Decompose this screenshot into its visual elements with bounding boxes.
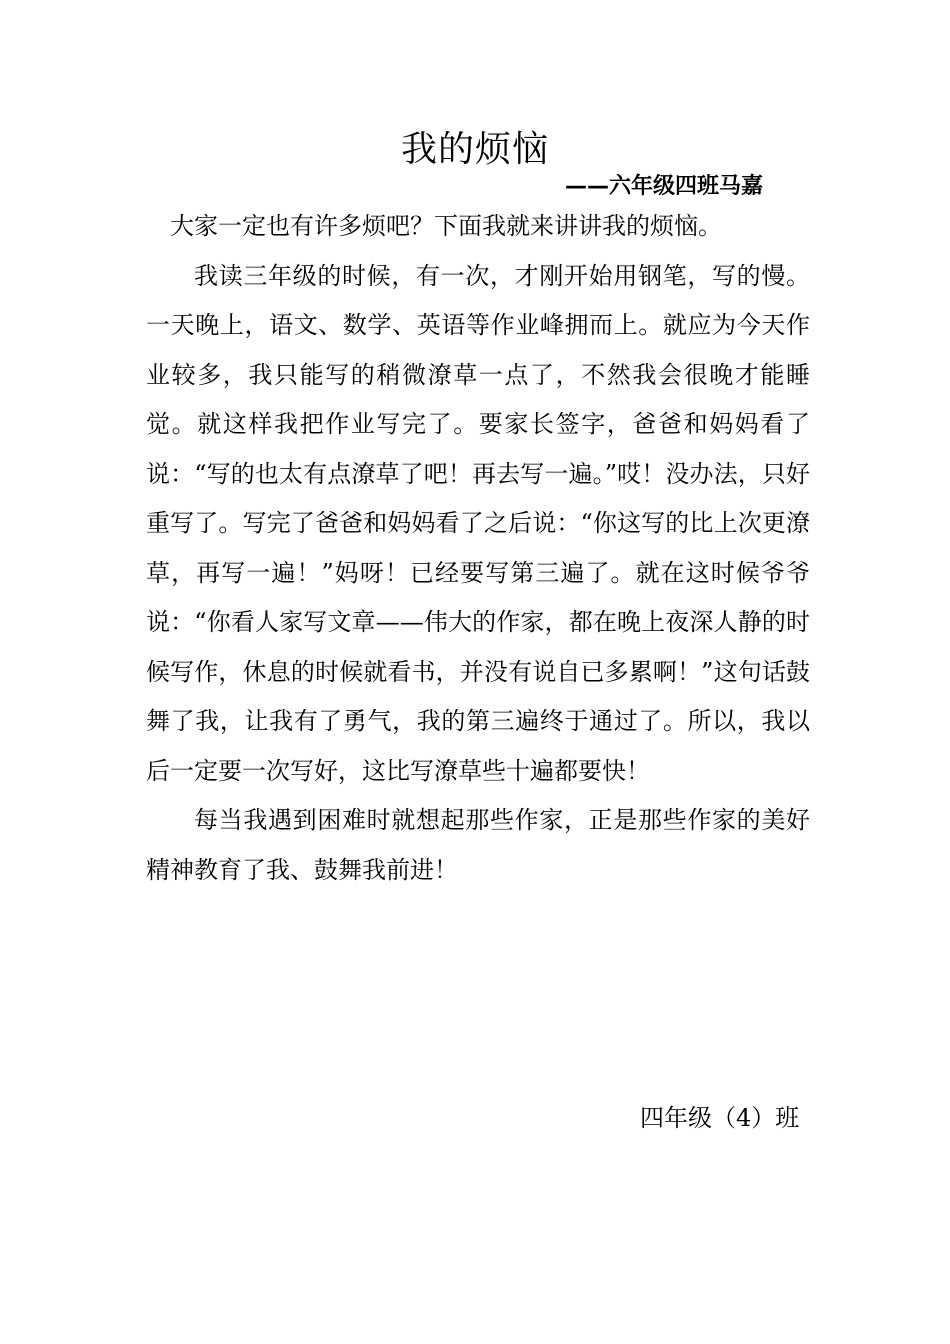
author-byline: ——六年级四班马嘉 xyxy=(565,174,764,199)
paragraph-story: 我读三年级的时候，有一次，才刚开始用钢笔，写的慢。一天晚上，语文、数学、英语等作业峰拥而上。就应为今天作业较多，我只能写的稍微潦草一点了，不然我会很晚才能睡觉。就这样我把作业写完了。要家长签字，爸爸和妈妈看了说：“写的也太有点潦草了吧！再去写一遍。”哎！没办法，只好重写了。写完了爸爸和妈妈看了之后说：“你这写的比上次更潦草，再写一遍！”妈呀！已经要写第三遍了。就在这时候爷爷说：“你看人家写文章——伟大的作家，都在晚上夜深人静的时候写作，休息的时候就看书，并没有说自已多累啊！”这句话鼓舞了我，让我有了勇气，我的第三遍终于通过了。所以，我以后一定要一次写好，这比写潦草些十遍都要快！ xyxy=(146,261,810,785)
essay-title: 我的烦恼 xyxy=(400,129,549,170)
class-footer: 四年级（4）班 xyxy=(640,1104,800,1132)
paragraph-conclusion: 每当我遇到困难时就想起那些作家，正是那些作家的美好精神教育了我、鼓舞我前进！ xyxy=(146,806,810,884)
paragraph-intro: 大家一定也有许多烦吧？下面我就来讲讲我的烦恼。 xyxy=(170,212,722,240)
essay-body xyxy=(146,202,810,895)
